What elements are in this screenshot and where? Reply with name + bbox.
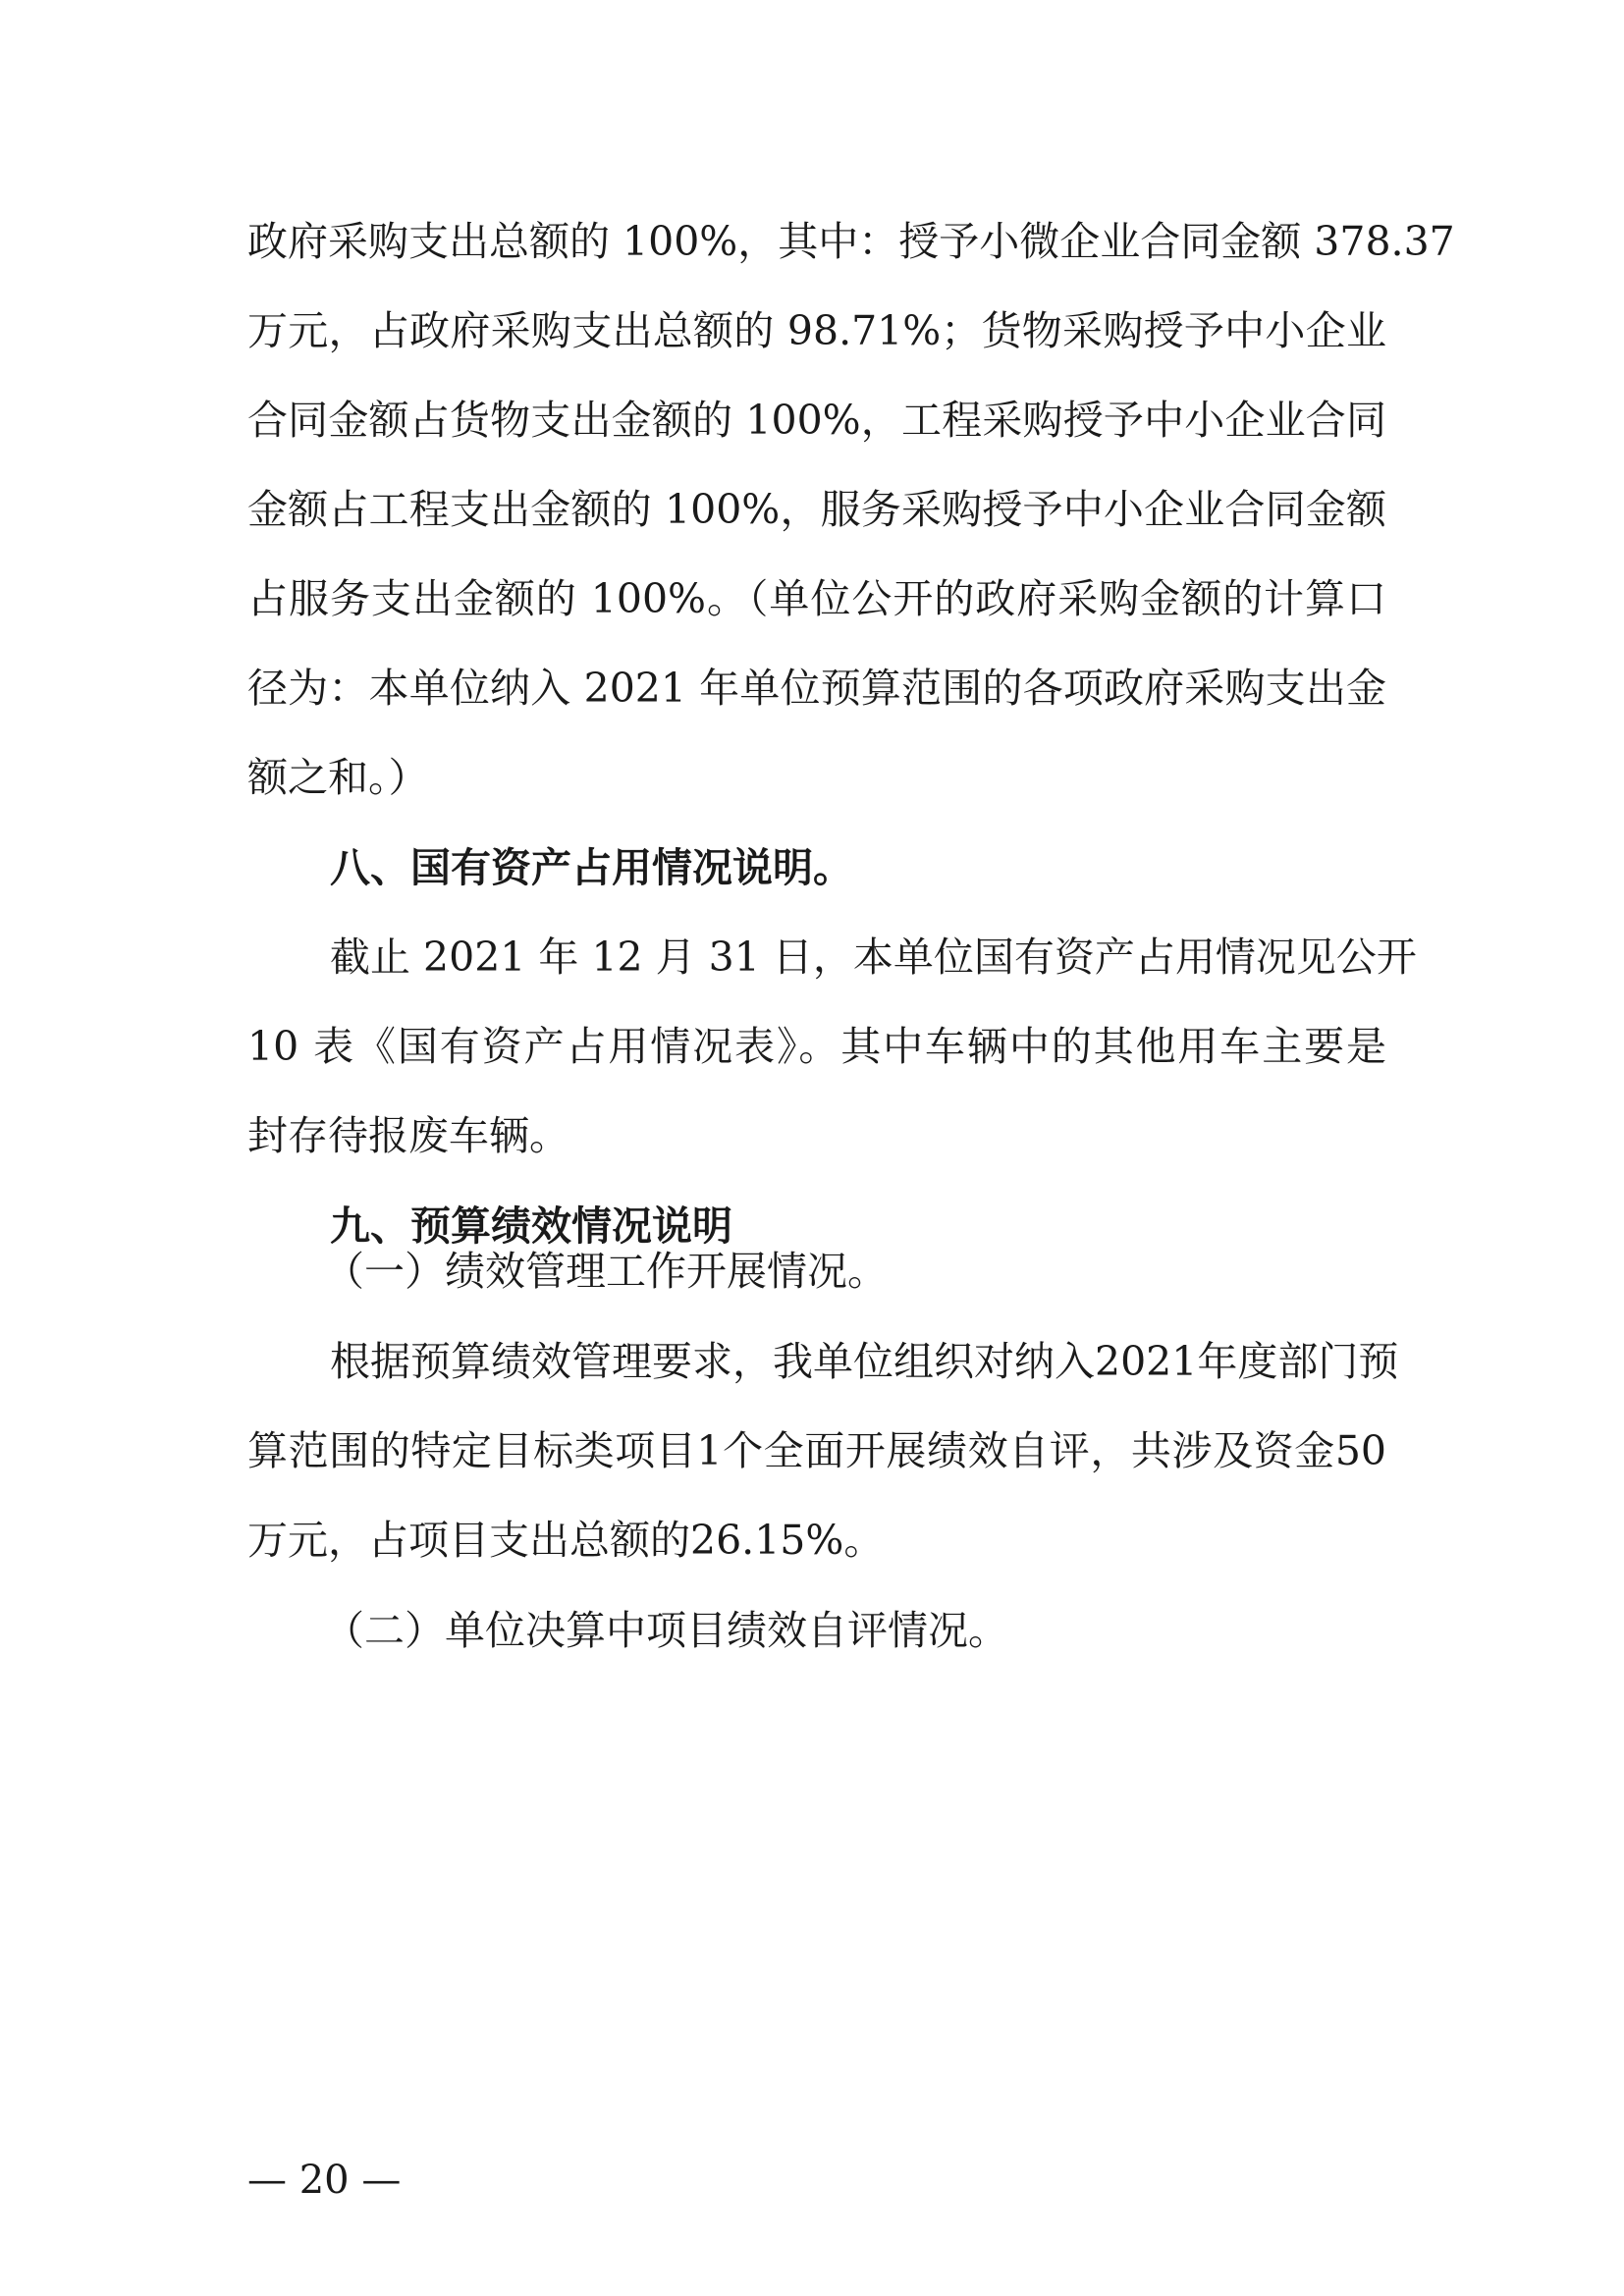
- paragraph-line: 额之和。）: [247, 754, 429, 801]
- subsection-heading: （二）单位决算中项目绩效自评情况。: [324, 1607, 1008, 1654]
- paragraph-line: 根据预算绩效管理要求，我单位组织对纳入2021年度部门预: [330, 1338, 1399, 1385]
- paragraph-line: 封存待报废车辆。: [247, 1112, 569, 1159]
- page-number: — 20 —: [247, 2158, 402, 2203]
- paragraph-line: 占服务支出金额的 100%。（单位公开的政府采购金额的计算口: [247, 575, 1386, 622]
- paragraph-line: 合同金额占货物支出金额的 100%，工程采购授予中小企业合同: [247, 397, 1386, 444]
- paragraph-line: 金额占工程支出金额的 100%，服务采购授予中小企业合同金额: [247, 486, 1386, 533]
- paragraph-line: 政府采购支出总额的 100%，其中：授予小微企业合同金额 378.37: [247, 218, 1455, 265]
- paragraph-line: 10 表《国有资产占用情况表》。其中车辆中的其他用车主要是: [247, 1023, 1386, 1070]
- section-heading: 八、国有资产占用情况说明。: [330, 844, 853, 891]
- paragraph-line: 算范围的特定目标类项目1个全面开展绩效自评，共涉及资金50: [247, 1427, 1386, 1474]
- paragraph-line: 截止 2021 年 12 月 31 日，本单位国有资产占用情况见公开: [330, 934, 1417, 981]
- paragraph-line: 径为：本单位纳入 2021 年单位预算范围的各项政府采购支出金: [247, 665, 1386, 712]
- subsection-heading: （一）绩效管理工作开展情况。: [324, 1248, 888, 1295]
- section-heading: 九、预算绩效情况说明: [330, 1202, 732, 1250]
- paragraph-line: 万元，占政府采购支出总额的 98.71%；货物采购授予中小企业: [247, 307, 1386, 354]
- paragraph-line: 万元，占项目支出总额的26.15%。: [247, 1517, 885, 1564]
